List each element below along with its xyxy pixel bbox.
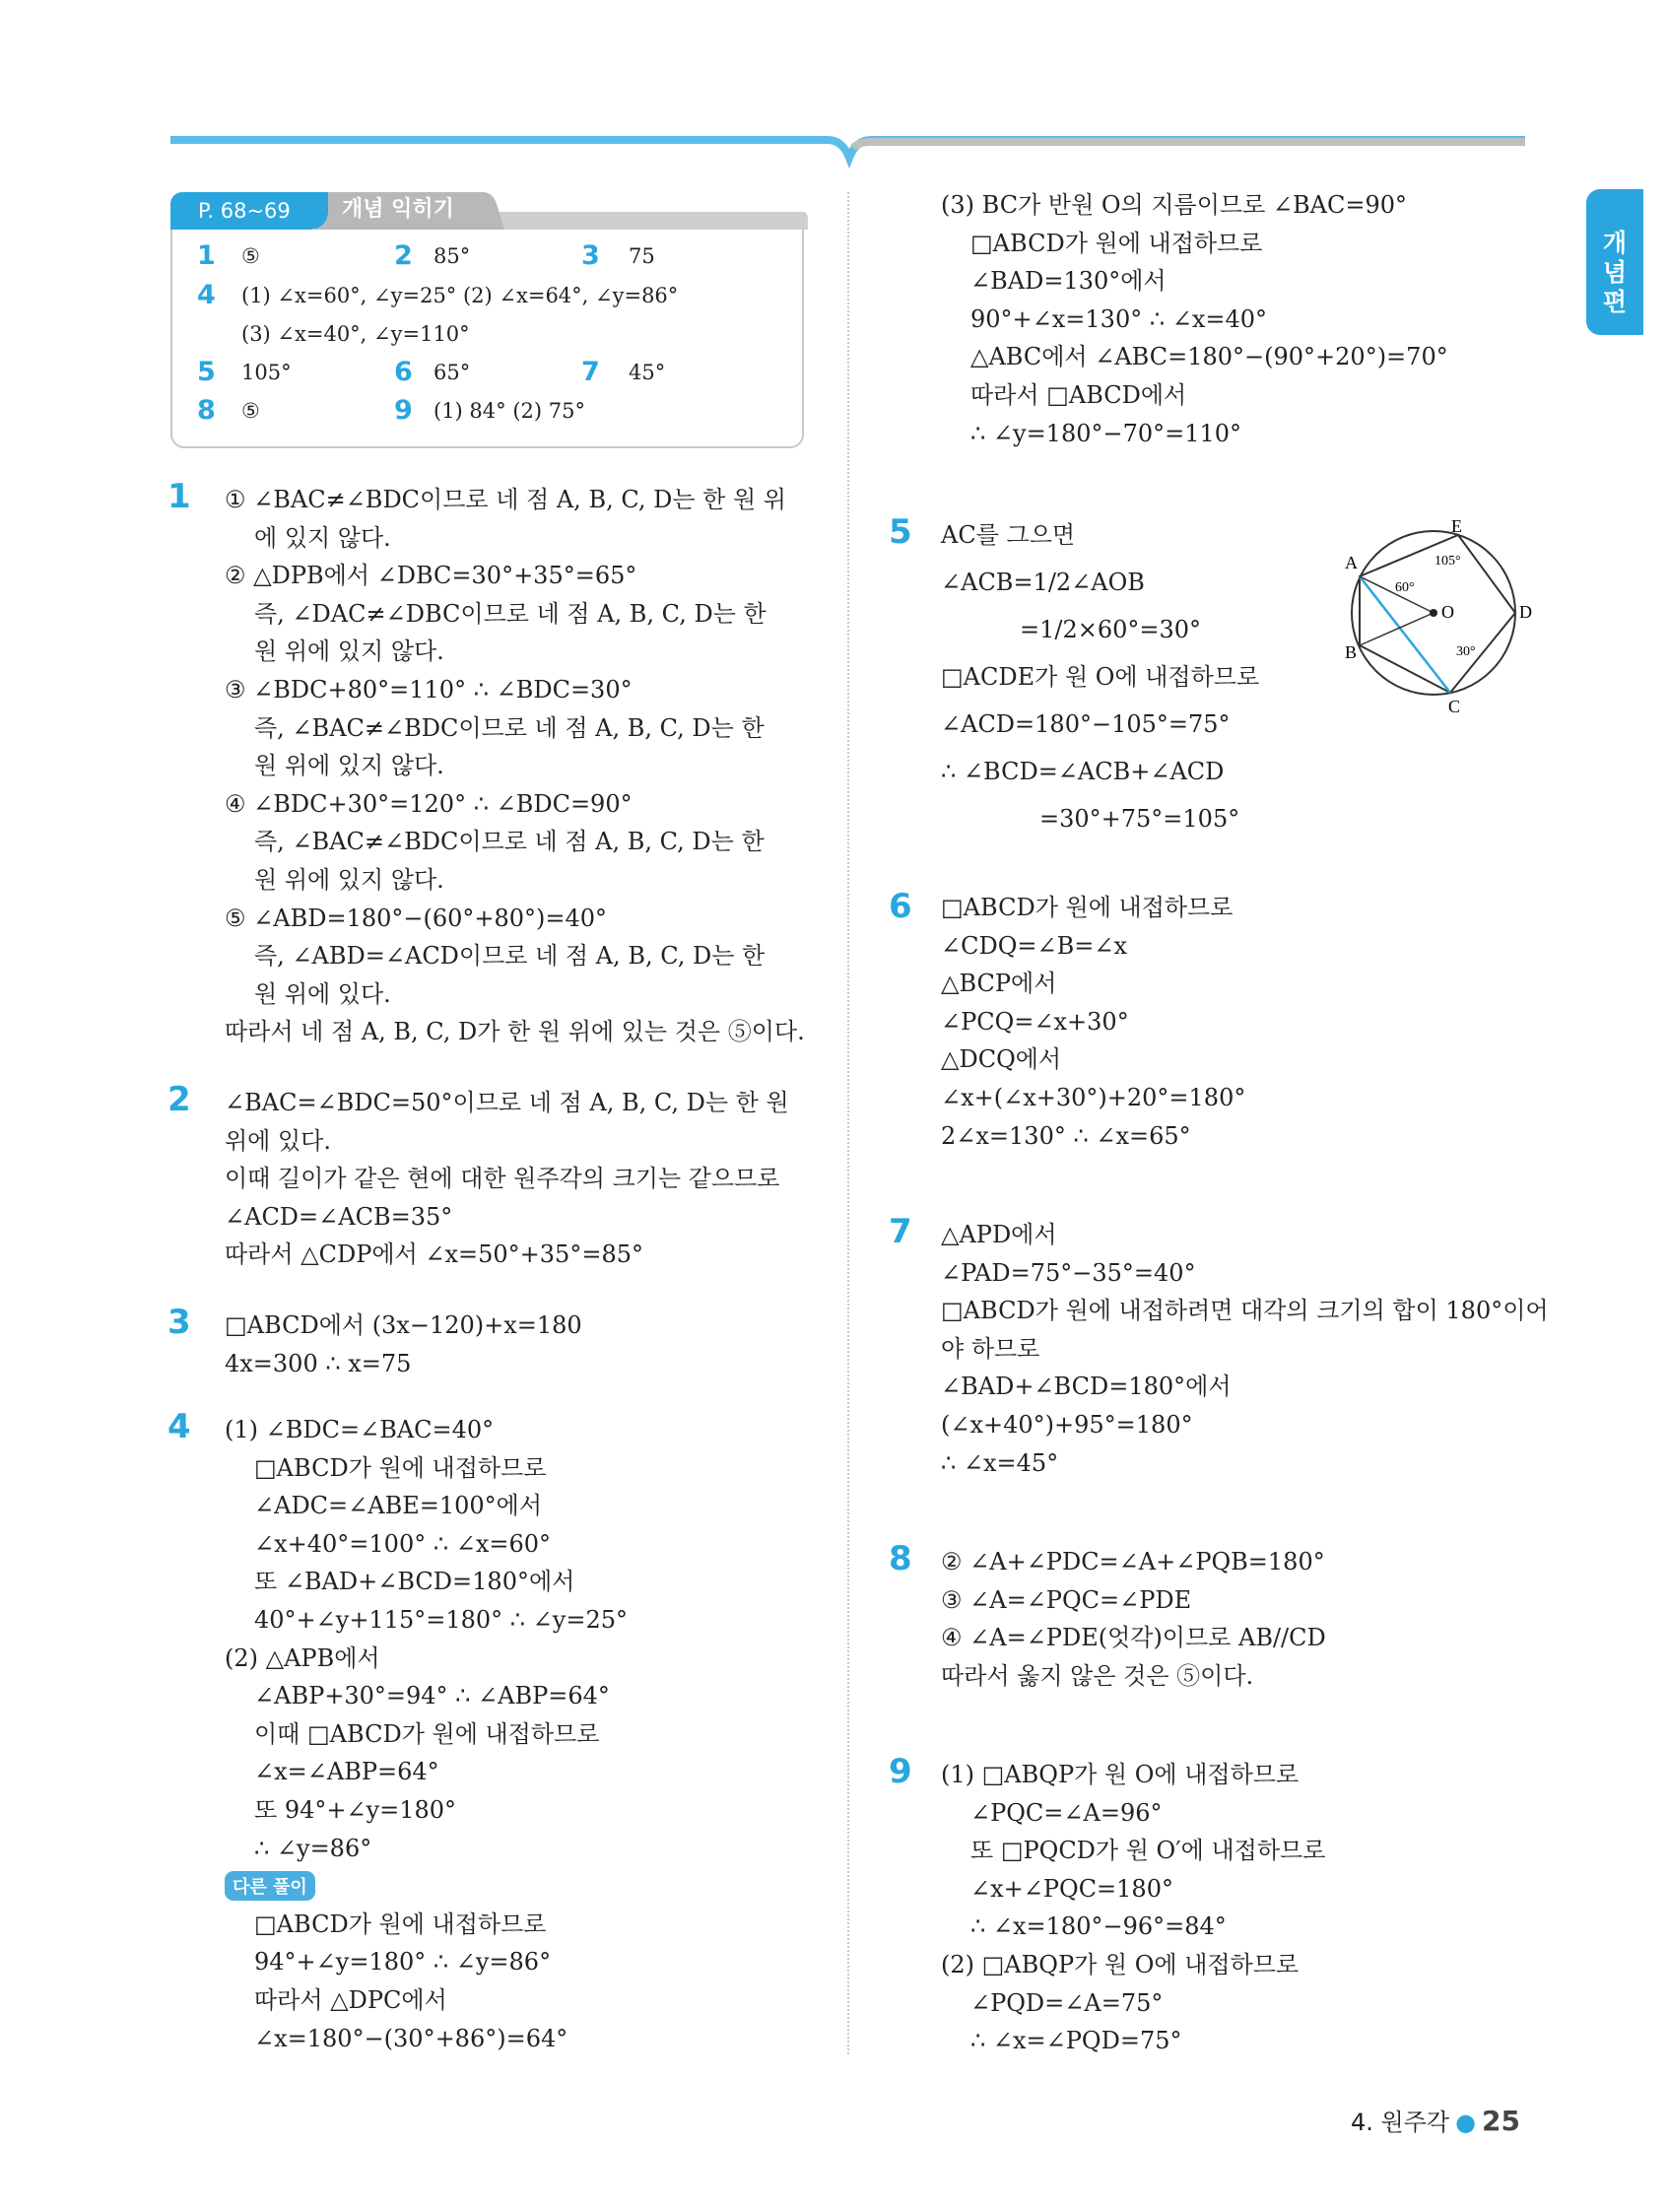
solution-line: (∠x+40°)+95°=180° (941, 1411, 1193, 1439)
answer-value: 105° (241, 361, 292, 384)
solution-line: 원 위에 있다. (254, 979, 391, 1008)
solution-line: 에 있지 않다. (254, 523, 391, 552)
solution-line: 또 94°+∠y=180° (254, 1796, 457, 1824)
solution-line: ④ ∠A=∠PDE(엇각)이므로 AB//CD (941, 1624, 1326, 1652)
solution-line: 따라서 □ABCD에서 (970, 381, 1187, 409)
solution-line: 따라서 △DPC에서 (254, 1986, 447, 2014)
solution-line: ∴ ∠y=180°−70°=110° (970, 419, 1242, 447)
solution-line: ② ∠A+∠PDC=∠A+∠PQB=180° (941, 1548, 1325, 1575)
answer-value: 65° (434, 361, 471, 384)
answer-value: (1) ∠x=60°, ∠y=25° (2) ∠x=64°, ∠y=86° (241, 284, 679, 307)
solution-line: ∠PQC=∠A=96° (970, 1798, 1163, 1827)
solution-line: 4x=300 ∴ x=75 (225, 1349, 412, 1377)
solution-line: □ABCD에서 (3x−120)+x=180 (225, 1311, 582, 1339)
solution-line: 또 □PQCD가 원 O′에 내접하므로 (970, 1837, 1326, 1865)
solution-line: ② △DPB에서 ∠DBC=30°+35°=65° (225, 562, 637, 590)
solution-line: 또 ∠BAD+∠BCD=180°에서 (254, 1568, 575, 1596)
solution-line: (3) BC가 반원 O의 지름이므로 ∠BAC=90° (941, 191, 1408, 219)
solution-line: 이때 길이가 같은 현에 대한 원주각의 크기는 같으므로 (225, 1165, 780, 1193)
solution-line: ∠BAC=∠BDC=50°이므로 네 점 A, B, C, D는 한 원 (225, 1089, 789, 1116)
problem-number: 9 (889, 1752, 912, 1791)
solution-line: ∠ACB=1/2∠AOB (941, 569, 1145, 596)
answer-value: ⑤ (241, 399, 260, 423)
answer-number: 3 (581, 240, 600, 271)
solution-line: ∠CDQ=∠B=∠x (941, 931, 1127, 960)
solution-line: 즉, ∠DAC≠∠DBC이므로 네 점 A, B, C, D는 한 (254, 599, 767, 628)
solution-line: (2) □ABQP가 원 O에 내접하므로 (941, 1951, 1300, 1978)
answer-box-title: 개념 익히기 (342, 197, 454, 222)
column-divider (847, 192, 849, 2054)
solution-line: 따라서 네 점 A, B, C, D가 한 원 위에 있는 것은 ⑤이다. (225, 1018, 805, 1046)
solution-line: □ABCD가 원에 내접하므로 (254, 1910, 547, 1938)
solution-line: ∴ ∠x=45° (941, 1448, 1059, 1477)
angle-30: 30° (1456, 644, 1476, 659)
solution-line: 원 위에 있지 않다. (254, 866, 444, 894)
chapter-label: 4. 원주각 (1350, 2109, 1450, 2136)
solution-line: ∠x=∠ABP=64° (254, 1758, 439, 1786)
solution-line: □ABCD가 원에 내접하므로 (941, 894, 1234, 921)
solution-line: ∠x+∠PQC=180° (970, 1874, 1173, 1903)
solution-line: ⑤ ∠ABD=180°−(60°+80°)=40° (225, 904, 608, 932)
angle-105: 105° (1434, 554, 1461, 569)
solution-line: ④ ∠BDC+30°=120° ∴ ∠BDC=90° (225, 789, 633, 818)
solution-line: 이때 □ABCD가 원에 내접하므로 (254, 1719, 600, 1748)
problem-number: 2 (167, 1080, 191, 1119)
solution-line: 즉, ∠ABD=∠ACD이므로 네 점 A, B, C, D는 한 (254, 942, 766, 971)
solution-line: 야 하므로 (941, 1334, 1040, 1363)
solution-line: 2∠x=130° ∴ ∠x=65° (941, 1121, 1191, 1150)
answer-number: 4 (197, 280, 216, 310)
page-footer: 4. 원주각 ● 25 (1350, 2105, 1520, 2137)
answer-value: 75 (629, 244, 655, 268)
solution-line: 40°+∠y+115°=180° ∴ ∠y=25° (254, 1606, 628, 1634)
answer-value: (3) ∠x=40°, ∠y=110° (241, 322, 470, 346)
solution-line: ∠ABP+30°=94° ∴ ∠ABP=64° (254, 1682, 610, 1710)
solution-line: ∠BAD=130°에서 (970, 267, 1167, 296)
problem-number: 5 (889, 512, 912, 552)
solution-line: ∴ ∠x=180°−96°=84° (970, 1912, 1227, 1941)
solution-line: 따라서 옳지 않은 것은 ⑤이다. (941, 1661, 1254, 1690)
solution-line: ③ ∠BDC+80°=110° ∴ ∠BDC=30° (225, 676, 633, 704)
problem-number: 7 (889, 1212, 912, 1251)
answer-number: 5 (197, 357, 216, 387)
label-A: A (1345, 553, 1358, 572)
answer-value: 85° (434, 244, 471, 268)
solution-line: 원 위에 있지 않다. (254, 752, 444, 780)
answer-number: 6 (394, 357, 413, 387)
label-E: E (1451, 516, 1462, 536)
solution-line: ∠x+(∠x+30°)+20°=180° (941, 1084, 1246, 1111)
solution-line: △BCP에서 (941, 970, 1057, 998)
solution-line: =30°+75°=105° (1039, 805, 1240, 833)
solution-line: 94°+∠y=180° ∴ ∠y=86° (254, 1948, 552, 1977)
solution-line: □ABCD가 원에 내접하므로 (970, 229, 1263, 257)
solution-line: ∠x=180°−(30°+86°)=64° (254, 2024, 568, 2052)
answer-number: 1 (197, 240, 216, 271)
solution-line: (1) ∠BDC=∠BAC=40° (225, 1416, 495, 1443)
problem-number: 6 (889, 887, 912, 926)
answer-value: 45° (629, 361, 666, 384)
problem-number: 4 (167, 1407, 191, 1446)
solution-line: =1/2×60°=30° (1020, 616, 1202, 643)
solution-line: □ABCD가 원에 내접하려면 대각의 크기의 합이 180°이어 (941, 1297, 1549, 1325)
answer-number: 7 (581, 357, 600, 387)
solution-line: △DCQ에서 (941, 1045, 1062, 1074)
alt-solution-badge: 다른 풀이 (225, 1871, 315, 1901)
solution-line: □ABCD가 원에 내접하므로 (254, 1453, 547, 1482)
label-O: O (1441, 602, 1454, 622)
solution-line: ∴ ∠x=∠PQD=75° (970, 2027, 1182, 2055)
solution-line: 즉, ∠BAC≠∠BDC이므로 네 점 A, B, C, D는 한 (254, 828, 765, 856)
solution-line: △ABC에서 ∠ABC=180°−(90°+20°)=70° (970, 343, 1448, 371)
solution-line: ∠BAD+∠BCD=180°에서 (941, 1373, 1232, 1401)
answer-value: (1) 84° (2) 75° (434, 399, 585, 423)
solution-line: 원 위에 있지 않다. (254, 637, 444, 666)
solution-line: ③ ∠A=∠PQC=∠PDE (941, 1585, 1192, 1614)
answer-number: 8 (197, 395, 216, 426)
solution-line: ∠ACD=∠ACB=35° (225, 1202, 453, 1231)
solution-line: 따라서 △CDP에서 ∠x=50°+35°=85° (225, 1240, 643, 1269)
solution-line: (2) △APB에서 (225, 1643, 380, 1672)
solution-line: ① ∠BAC≠∠BDC이므로 네 점 A, B, C, D는 한 원 위 (225, 486, 786, 513)
answer-number: 2 (394, 240, 413, 271)
label-B: B (1345, 642, 1358, 662)
solution-line: ∴ ∠BCD=∠ACB+∠ACD (941, 758, 1225, 785)
solution-line: ∠PCQ=∠x+30° (941, 1007, 1129, 1036)
problem-number: 8 (889, 1539, 912, 1578)
solution-line: ∠PQD=∠A=75° (970, 1988, 1164, 2017)
answer-value: ⑤ (241, 244, 260, 268)
solution-line: AC를 그으면 (941, 521, 1076, 549)
solution-line: 90°+∠x=130° ∴ ∠x=40° (970, 304, 1268, 333)
page-number: 25 (1482, 2105, 1520, 2137)
label-D: D (1519, 602, 1532, 622)
solution-line: □ACDE가 원 O에 내접하므로 (941, 663, 1260, 691)
solution-line: ∠ACD=180°−105°=75° (941, 710, 1231, 738)
page-range-tag: P. 68~69 (170, 192, 328, 230)
problem-number: 3 (167, 1303, 191, 1342)
solution-line: 즉, ∠BAC≠∠BDC이므로 네 점 A, B, C, D는 한 (254, 713, 765, 742)
top-decoration-bar (0, 0, 1668, 168)
solution-line: 위에 있다. (225, 1126, 331, 1155)
answer-number: 9 (394, 395, 413, 426)
problem-number: 1 (167, 477, 191, 516)
solution-line: (1) □ABQP가 원 O에 내접하므로 (941, 1761, 1300, 1788)
solution-line: ∠ADC=∠ABE=100°에서 (254, 1492, 543, 1520)
circle-figure (1340, 516, 1532, 716)
solution-line: ∠x+40°=100° ∴ ∠x=60° (254, 1529, 552, 1558)
label-C: C (1448, 697, 1461, 716)
solution-line: △APD에서 (941, 1221, 1057, 1248)
solution-line: ∠PAD=75°−35°=40° (941, 1258, 1196, 1287)
section-tab: 개 념 편 (1586, 189, 1643, 335)
solution-line: ∴ ∠y=86° (254, 1834, 372, 1862)
angle-60: 60° (1395, 580, 1415, 595)
